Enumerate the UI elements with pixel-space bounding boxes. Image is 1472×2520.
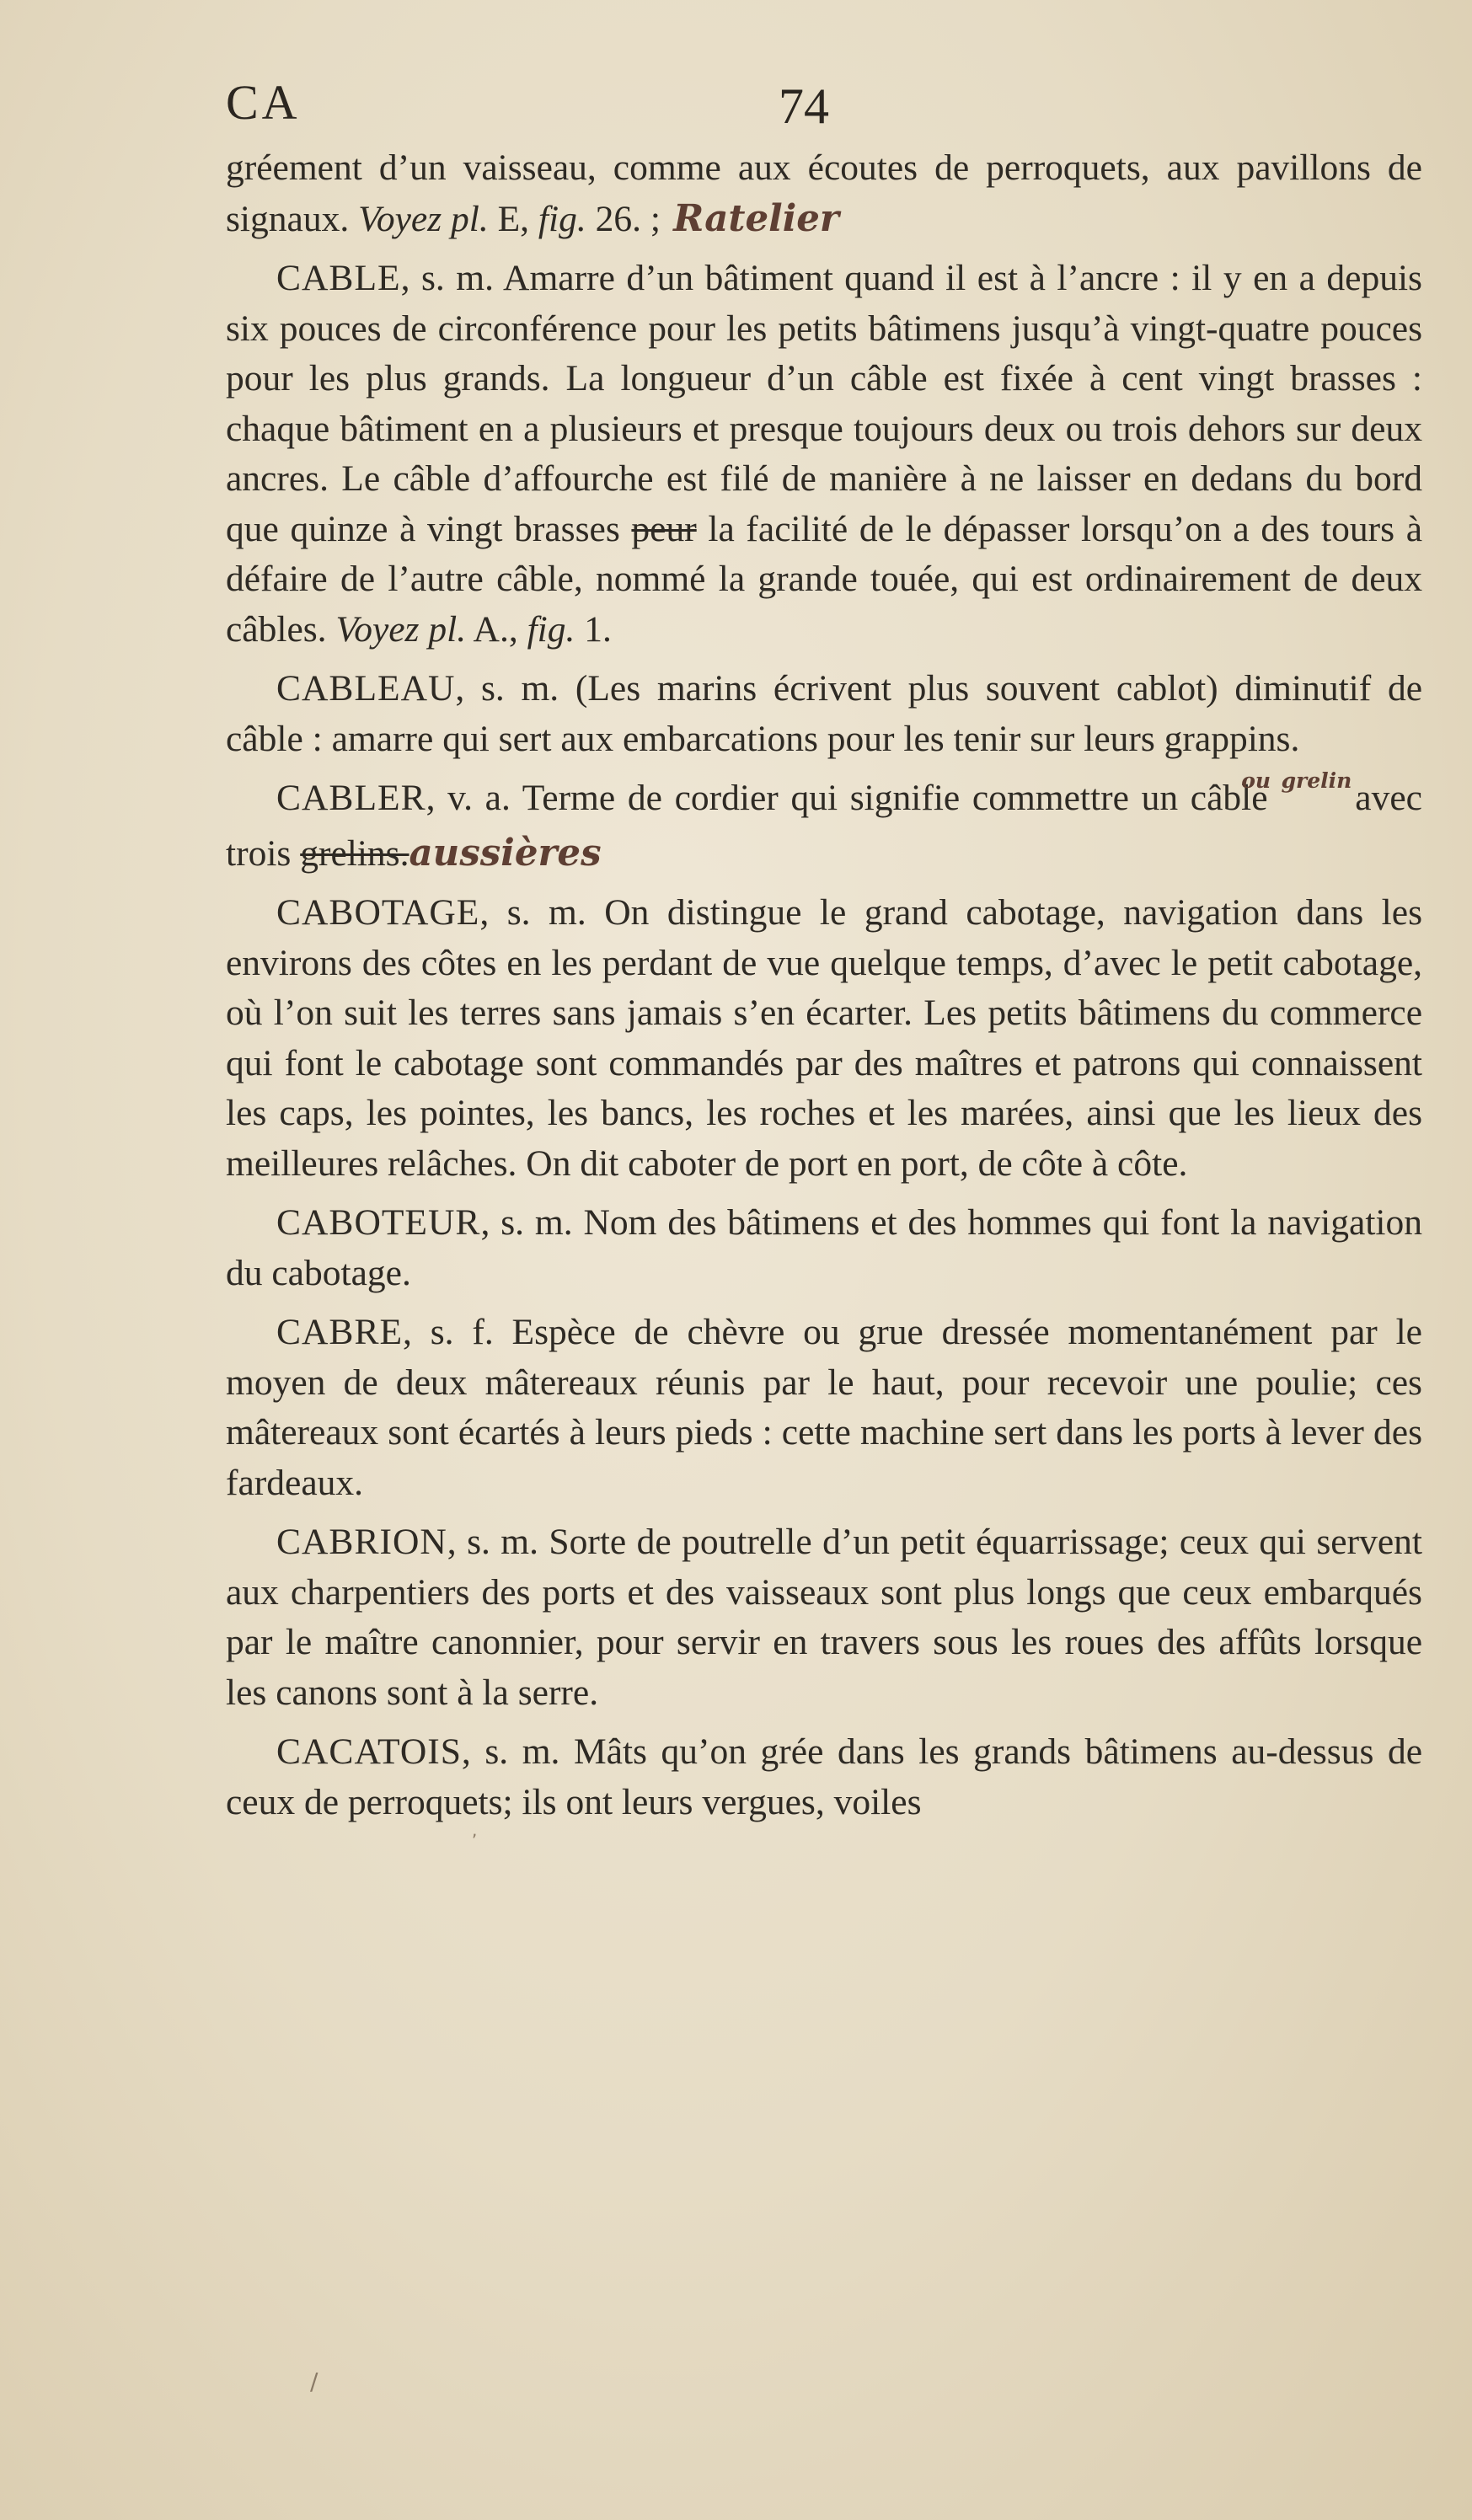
- entry-cableau: [226, 664, 1422, 764]
- figure-number: 26. ;: [586, 198, 661, 239]
- entry-text: gréement d’un vaisseau, comme aux écoutes de perroquets, aux pavillons de signaux.: [226, 147, 1422, 239]
- entry-caboteur: [226, 1198, 1422, 1298]
- headword: CABOTEUR: [276, 1202, 481, 1243]
- paper-speck: ,: [472, 1820, 478, 1840]
- figure-label: fig.: [538, 198, 586, 239]
- headword: CABLER: [276, 778, 426, 818]
- entry-text-continued: avec trois: [226, 778, 1422, 874]
- struck-word: peur: [631, 508, 697, 549]
- headword: CACATOIS: [276, 1731, 462, 1772]
- dictionary-text: [226, 143, 1422, 1837]
- interlinear-annotation: ou grelin: [1241, 768, 1352, 793]
- running-head: [226, 74, 1422, 150]
- cross-reference: Voyez pl.: [335, 608, 467, 650]
- entry-text: , s. m. Sorte de poutrelle d’un petit équarrissage; ceux qui servent aux charpentiers des ports et des vaisseaux sont plus longs que ceux embarqués par le maître canonnier, pour servir en travers sous les roues des affûts lorsque les canons sont à la serre.: [226, 1522, 1422, 1713]
- cross-reference: Voyez pl.: [358, 198, 489, 239]
- entry-cabrion: [226, 1517, 1422, 1718]
- running-head-letters: CA: [226, 75, 301, 130]
- continuation-paragraph: [226, 143, 1422, 244]
- entry-text: , s. m. (Les marins écrivent plus souvent cablot) diminutif de câble : amarre qui sert aux embarcations pour les tenir sur leurs grappins.: [226, 668, 1422, 759]
- headword: CABLE: [276, 258, 401, 298]
- entry-text: , s. m. Mâts qu’on grée dans les grands bâtimens au-dessus de ceux de perroquets; ils ont leurs vergues, voiles: [226, 1731, 1422, 1822]
- page-number: 74: [779, 78, 829, 134]
- headword: CABLEAU: [276, 668, 456, 709]
- handwritten-annotation: Ratelier: [660, 196, 839, 240]
- figure-label: fig.: [527, 608, 575, 650]
- headword: CABRION: [276, 1522, 447, 1562]
- struck-word: grelins.: [300, 832, 409, 874]
- headword: CABOTAGE: [276, 892, 480, 933]
- plate-ref: A.,: [466, 608, 527, 650]
- entry-cacatois: [226, 1727, 1422, 1827]
- entry-cabler: [226, 768, 1422, 879]
- entry-cabotage: [226, 888, 1422, 1189]
- handwritten-correction: aussières: [409, 831, 602, 875]
- figure-number: 1.: [575, 608, 612, 650]
- entry-text: , v. a. Terme de cordier qui signifie commettre un câble: [426, 778, 1281, 818]
- entry-cable: [226, 254, 1422, 655]
- entry-text: , s. m. On distingue le grand cabotage, navigation dans les environs des côtes en les perdant de vue quelque temps, d’avec le petit cabotage, où l’on suit les terres sans jamais s’en écarter. Les petits bâtimens du commerce qui font le cabotage sont commandés par des maîtres et patrons qui connaissent les caps, les pointes, les bancs, les roches et les marées, ainsi que les lieux des meilleures relâches. On dit caboter de port en port, de côte à côte.: [226, 892, 1422, 1184]
- entry-text-continued: la facilité de le dépasser lorsqu’on a des tours à défaire de l’autre câble, nommé la grande touée, qui est ordinairement de deux câbles.: [226, 508, 1422, 650]
- plate-ref: E,: [488, 198, 538, 239]
- entry-text: , s. m. Amarre d’un bâtiment quand il est à l’ancre : il y en a depuis six pouces de circonférence pour les petits bâtimens jusqu’à vingt-quatre pouces pour les plus grands. La longueur d’un câble est fixée à cent vingt brasses : chaque bâtiment en a plusieurs et presque toujours deux ou trois dehors sur deux ancres. Le câble d’affourche est filé de manière à ne laisser en dedans du bord que quinze à vingt brasses: [226, 258, 1422, 549]
- entry-text: , s. f. Espèce de chèvre ou grue dressée momentanément par le moyen de deux mâtereaux réunis par le haut, pour recevoir une poulie; ces mâtereaux sont écartés à leurs pieds : cette machine sert dans les ports à lever des fardeaux.: [226, 1312, 1422, 1503]
- paper-speck: /: [310, 2368, 318, 2395]
- entry-cabre: [226, 1308, 1422, 1508]
- headword: CABRE: [276, 1312, 404, 1352]
- entry-text: , s. m. Nom des bâtimens et des hommes qui font la navigation du cabotage.: [226, 1202, 1422, 1293]
